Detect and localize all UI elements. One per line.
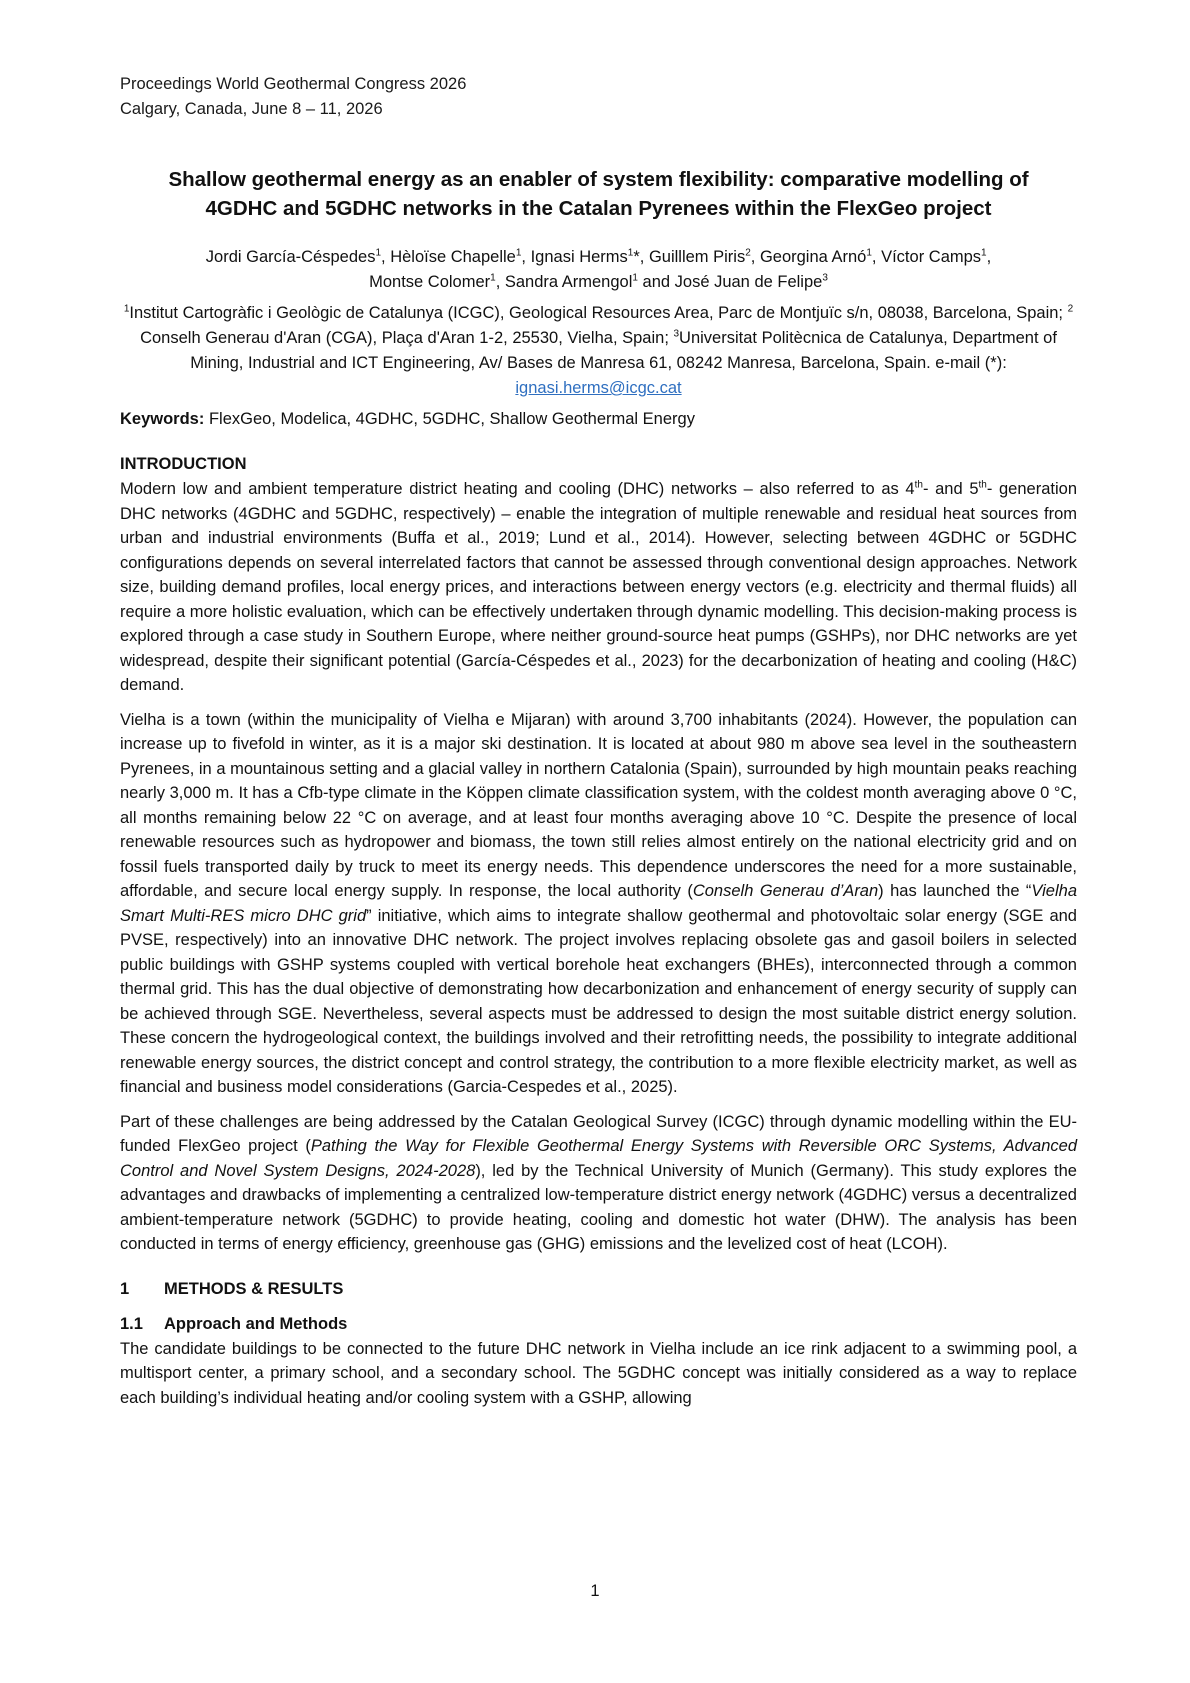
author-list: [120, 245, 1077, 295]
paragraph: Modern low and ambient temperature district heating and cooling (DHC) networks – also referred to as 4th- and 5th- generation DHC networks (4GDHC and 5GDHC, respectively) – enable the integration of multiple renewable and residual heat sources from urban and industrial environments (Buffa et al., 2019; Lund et al., 2014). However, selecting between 4GDHC or 5GDHC configurations depends on several interrelated factors that cannot be assessed through conventional design approaches. Network size, building demand profiles, local energy prices, and interactions between energy vectors (e.g. electricity and thermal fluids) all require a more holistic evaluation, which can be effectively undertaken through dynamic modelling. This decision-making process is explored through a case study in Southern Europe, where neither ground-source heat pumps (GSHPs), nor DHC networks are yet widespread, despite their significant potential (García-Céspedes et al., 2023) for the decarbonization of heating and cooling (H&C) demand.: [120, 479, 1077, 694]
author: José Juan de Felipe$^3$: [674, 272, 828, 291]
header-location-date: Calgary, Canada, June 8 – 11, 2026: [120, 100, 383, 118]
subsection-heading-approach-methods: 1.1 Approach and Methods: [120, 1314, 348, 1333]
page-number: 1: [590, 1582, 600, 1600]
keywords-text: FlexGeo, Modelica, 4GDHC, 5GDHC, Shallow Geothermal Energy: [204, 410, 695, 428]
header-conference: Proceedings World Geothermal Congress 2026: [120, 75, 467, 93]
introduction-body: [120, 477, 1077, 1257]
proceedings-header: [120, 72, 1077, 122]
paper-title: Shallow geothermal energy as an enabler of system flexibility: comparative modelling of 4GDHC and 5GDHC networks in the Catalan Pyrenees within the FlexGeo project: [168, 168, 1029, 220]
paragraph: Part of these challenges are being addressed by the Catalan Geological Survey (ICGC) through dynamic modelling within the EU-funded FlexGeo project (Pathing the Way for Flexible Geothermal Energy Systems with Reversible ORC Systems, Advanced Control and Novel System Designs, 2024-2028), led by the Technical University of Munich (Germany). This study explores the advantages and drawbacks of implementing a centralized low-temperature district energy network (4GDHC) versus a decentralized ambient-temperature network (5GDHC) to provide heating, cooling and domestic hot water (DHW). The analysis has been conducted in terms of energy efficiency, greenhouse gas (GHG) emissions and the levelized cost of heat (LCOH).: [120, 1112, 1077, 1253]
author: Jordi García-Céspedes$^1$,: [205, 247, 391, 266]
keywords: [120, 407, 1077, 432]
email-link[interactable]: ignasi.herms@icgc.cat: [515, 379, 682, 397]
author: Guilllem Piris$^2$,: [648, 247, 760, 266]
author: Hèloïse Chapelle$^1$,: [390, 247, 531, 266]
paragraph: The candidate buildings to be connected to the future DHC network in Vielha include an ice rink adjacent to a swimming pool, a multisport center, a primary school, and a secondary school. The 5GDHC concept was initially considered as a way to replace each building’s individual heating and/or cooling system with a GSHP, allowing: [120, 1339, 1077, 1407]
section-heading-methods-results: 1 METHODS & RESULTS: [120, 1279, 344, 1298]
author: Georgina Arnó$^1$,: [759, 247, 882, 266]
author: Víctor Camps$^1$,: [881, 247, 992, 266]
paragraph: Vielha is a town (within the municipality of Vielha e Mijaran) with around 3,700 inhabitants (2024). However, the population can increase up to fivefold in winter, as it is a major ski destination. It is located at about 980 m above sea level in the southeastern Pyrenees, in a mountainous setting and a glacial valley in northern Catalonia (Spain), surrounded by high mountain peaks reaching nearly 3,000 m. It has a Cfb-type climate in the Köppen climate classification system, with the coldest month averaging above 0 °C, all months remaining below 22 °C on average, and at least four months averaging above 10 °C. Despite the presence of local renewable resources such as hydropower and biomass, the town still relies almost entirely on the national electricity grid and on fossil fuels transported daily by truck to meet its energy needs. This dependence underscores the need for a more sustainable, affordable, and secure local energy supply. In response, the local authority (Conselh Generau d’Aran) has launched the “Vielha Smart Multi-RES micro DHC grid” initiative, which aims to integrate shallow geothermal and photovoltaic solar energy (SGE and PVSE, respectively) into an innovative DHC network. The project involves replacing obsolete gas and gasoil boilers in selected public buildings with GSHP systems coupled with vertical borehole heat exchangers (BHEs), interconnected through a common thermal grid. This has the dual objective of demonstrating how decarbonization and enhancement of energy security of supply can be achieved through SGE. Nevertheless, several aspects must be addressed to design the most suitable district energy solution. These concern the hydrogeological context, the buildings involved and their retrofitting needs, the possibility to integrate additional renewable energy sources, the district concept and control strategy, the contribution to a more flexible electricity market, as well as financial and business model considerations (Garcia-Cespedes et al., 2025).: [120, 710, 1077, 1096]
paper-page: [120, 72, 1077, 1410]
author: Ignasi Herms$^1$*,: [530, 247, 649, 266]
keywords-label: Keywords:: [120, 410, 205, 428]
affiliations: $^1$Institut Cartogràfic i Geològic de Catalunya (ICGC), Geological Resources Area, Parc de Montjuïc s/n, 08038, Barcelona, Spain; $^2$ Conselh Generau d'Aran (CGA), Plaça d'Aran 1-2, 25530, Vielha, Spain; $^3$Universitat Politècnica de Catalunya, Department of Mining, Industrial and ICT Engineering, Av/ Bases de Manresa 61, 08242 Manresa, Barcelona, Spain. e-mail (*): ignasi.herms@icgc.cat: [123, 303, 1074, 397]
author: Montse Colomer$^1$,: [369, 272, 505, 291]
section-heading-introduction: INTRODUCTION: [120, 455, 247, 473]
author: Sandra Armengol$^1$ and: [504, 272, 675, 291]
